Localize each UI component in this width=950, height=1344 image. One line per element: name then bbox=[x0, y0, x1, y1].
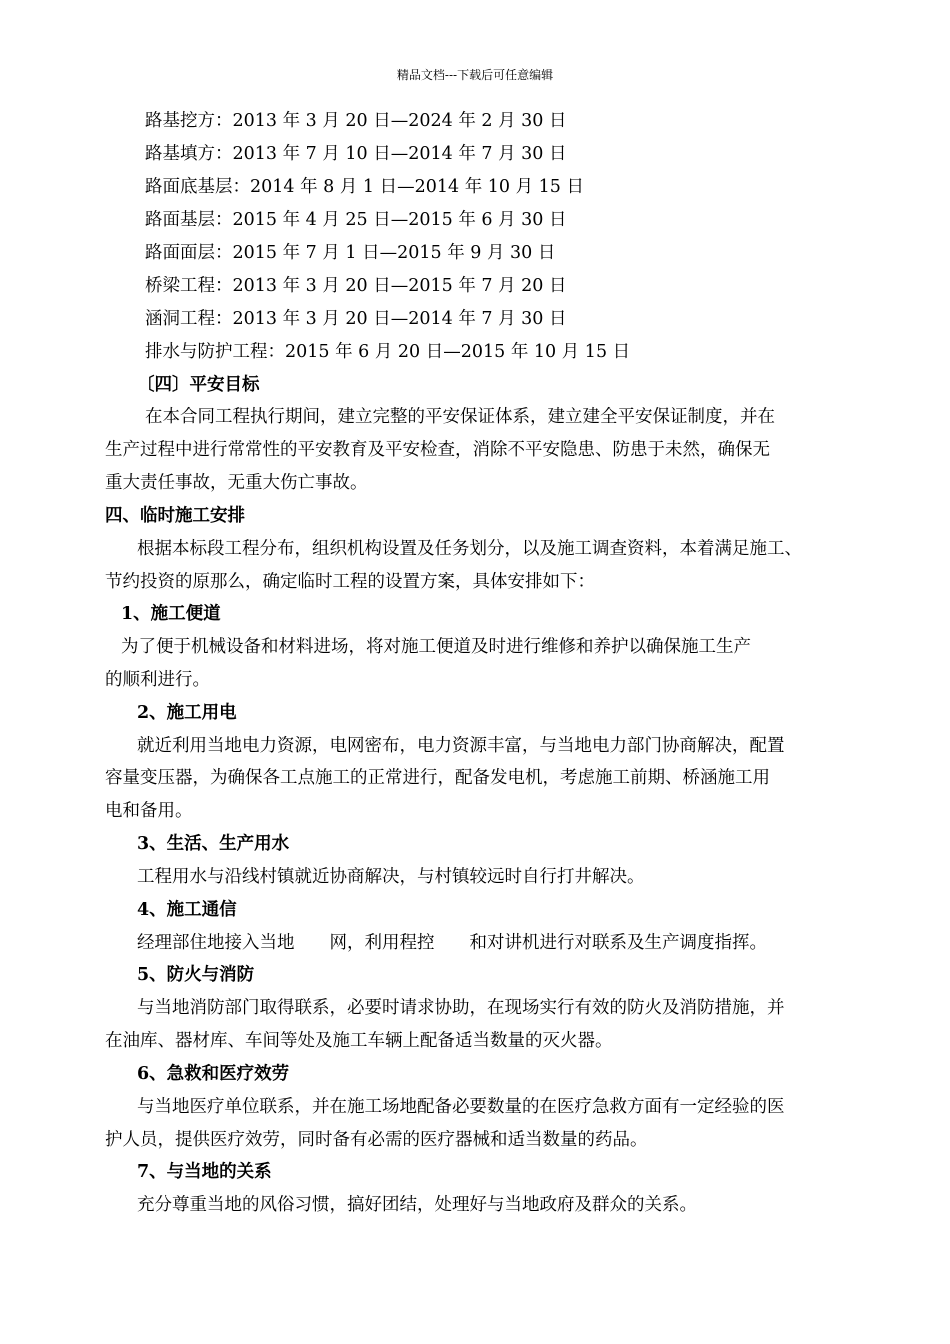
paragraph-line: 重大责任事故，无重大伤亡事故。 bbox=[105, 473, 368, 493]
paragraph-line: 容量变压器，为确保各工点施工的正常进行，配备发电机，考虑施工前期、桥涵施工用 bbox=[105, 768, 770, 788]
item-heading: 2、施工用电 bbox=[137, 703, 237, 723]
paragraph-line: 为了便于机械设备和材料进场，将对施工便道及时进行维修和养护以确保施工生产 bbox=[121, 637, 751, 657]
item-heading: 7、与当地的关系 bbox=[137, 1162, 272, 1182]
section-heading: 四、临时施工安排 bbox=[105, 506, 245, 526]
schedule-line: 涵洞工程：2013 年 3 月 20 日—2014 年 7 月 30 日 bbox=[145, 309, 567, 329]
paragraph-line: 与当地消防部门取得联系，必要时请求协助，在现场实行有效的防火及消防措施，并 bbox=[137, 998, 785, 1018]
item-heading: 6、急救和医疗效劳 bbox=[137, 1064, 290, 1084]
paragraph-line: 在本合同工程执行期间，建立完整的平安保证体系，建立建全平安保证制度，并在 bbox=[145, 407, 775, 427]
paragraph-line: 护人员，提供医疗效劳，同时备有必需的医疗器械和适当数量的药品。 bbox=[105, 1130, 648, 1150]
paragraph-line: 在油库、器材库、车间等处及施工车辆上配备适当数量的灭火器。 bbox=[105, 1031, 613, 1051]
schedule-line: 路基挖方：2013 年 3 月 20 日—2024 年 2 月 30 日 bbox=[145, 111, 567, 131]
paragraph-line: 生产过程中进行常常性的平安教育及平安检查，消除不平安隐患、防患于未然，确保无 bbox=[105, 440, 770, 460]
paragraph-line: 就近利用当地电力资源，电网密布，电力资源丰富，与当地电力部门协商解决，配置 bbox=[137, 736, 785, 756]
schedule-line: 桥梁工程：2013 年 3 月 20 日—2015 年 7 月 20 日 bbox=[145, 276, 567, 296]
item-heading: 3、生活、生产用水 bbox=[137, 834, 290, 854]
schedule-line: 路面基层：2015 年 4 月 25 日—2015 年 6 月 30 日 bbox=[145, 210, 567, 230]
paragraph-line: 根据本标段工程分布，组织机构设置及任务划分，以及施工调查资料，本着满足施工、 bbox=[137, 539, 802, 559]
item-heading: 4、施工通信 bbox=[137, 900, 237, 920]
page-header: 精品文档---下载后可任意编辑 bbox=[396, 68, 554, 82]
schedule-line: 路面底基层：2014 年 8 月 1 日—2014 年 10 月 15 日 bbox=[145, 177, 585, 197]
schedule-line: 路基填方：2013 年 7 月 10 日—2014 年 7 月 30 日 bbox=[145, 144, 567, 164]
safety-heading: 〔四〕平安目标 bbox=[137, 375, 260, 395]
paragraph-line: 经理部住地接入当地 网，利用程控 和对讲机进行对联系及生产调度指挥。 bbox=[137, 933, 767, 953]
paragraph-line: 充分尊重当地的风俗习惯，搞好团结，处理好与当地政府及群众的关系。 bbox=[137, 1195, 697, 1215]
item-heading: 5、防火与消防 bbox=[137, 965, 255, 985]
paragraph-line: 节约投资的原那么，确定临时工程的设置方案，具体安排如下： bbox=[105, 572, 595, 592]
paragraph-line: 与当地医疗单位联系，并在施工场地配备必要数量的在医疗急救方面有一定经验的医 bbox=[137, 1097, 785, 1117]
schedule-line: 路面面层：2015 年 7 月 1 日—2015 年 9 月 30 日 bbox=[145, 243, 556, 263]
schedule-line: 排水与防护工程：2015 年 6 月 20 日—2015 年 10 月 15 日 bbox=[145, 342, 631, 362]
paragraph-line: 电和备用。 bbox=[105, 801, 193, 821]
item-heading: 1、施工便道 bbox=[121, 604, 221, 624]
paragraph-line: 的顺利进行。 bbox=[105, 670, 210, 690]
paragraph-line: 工程用水与沿线村镇就近协商解决，与村镇较远时自行打井解决。 bbox=[137, 867, 645, 887]
